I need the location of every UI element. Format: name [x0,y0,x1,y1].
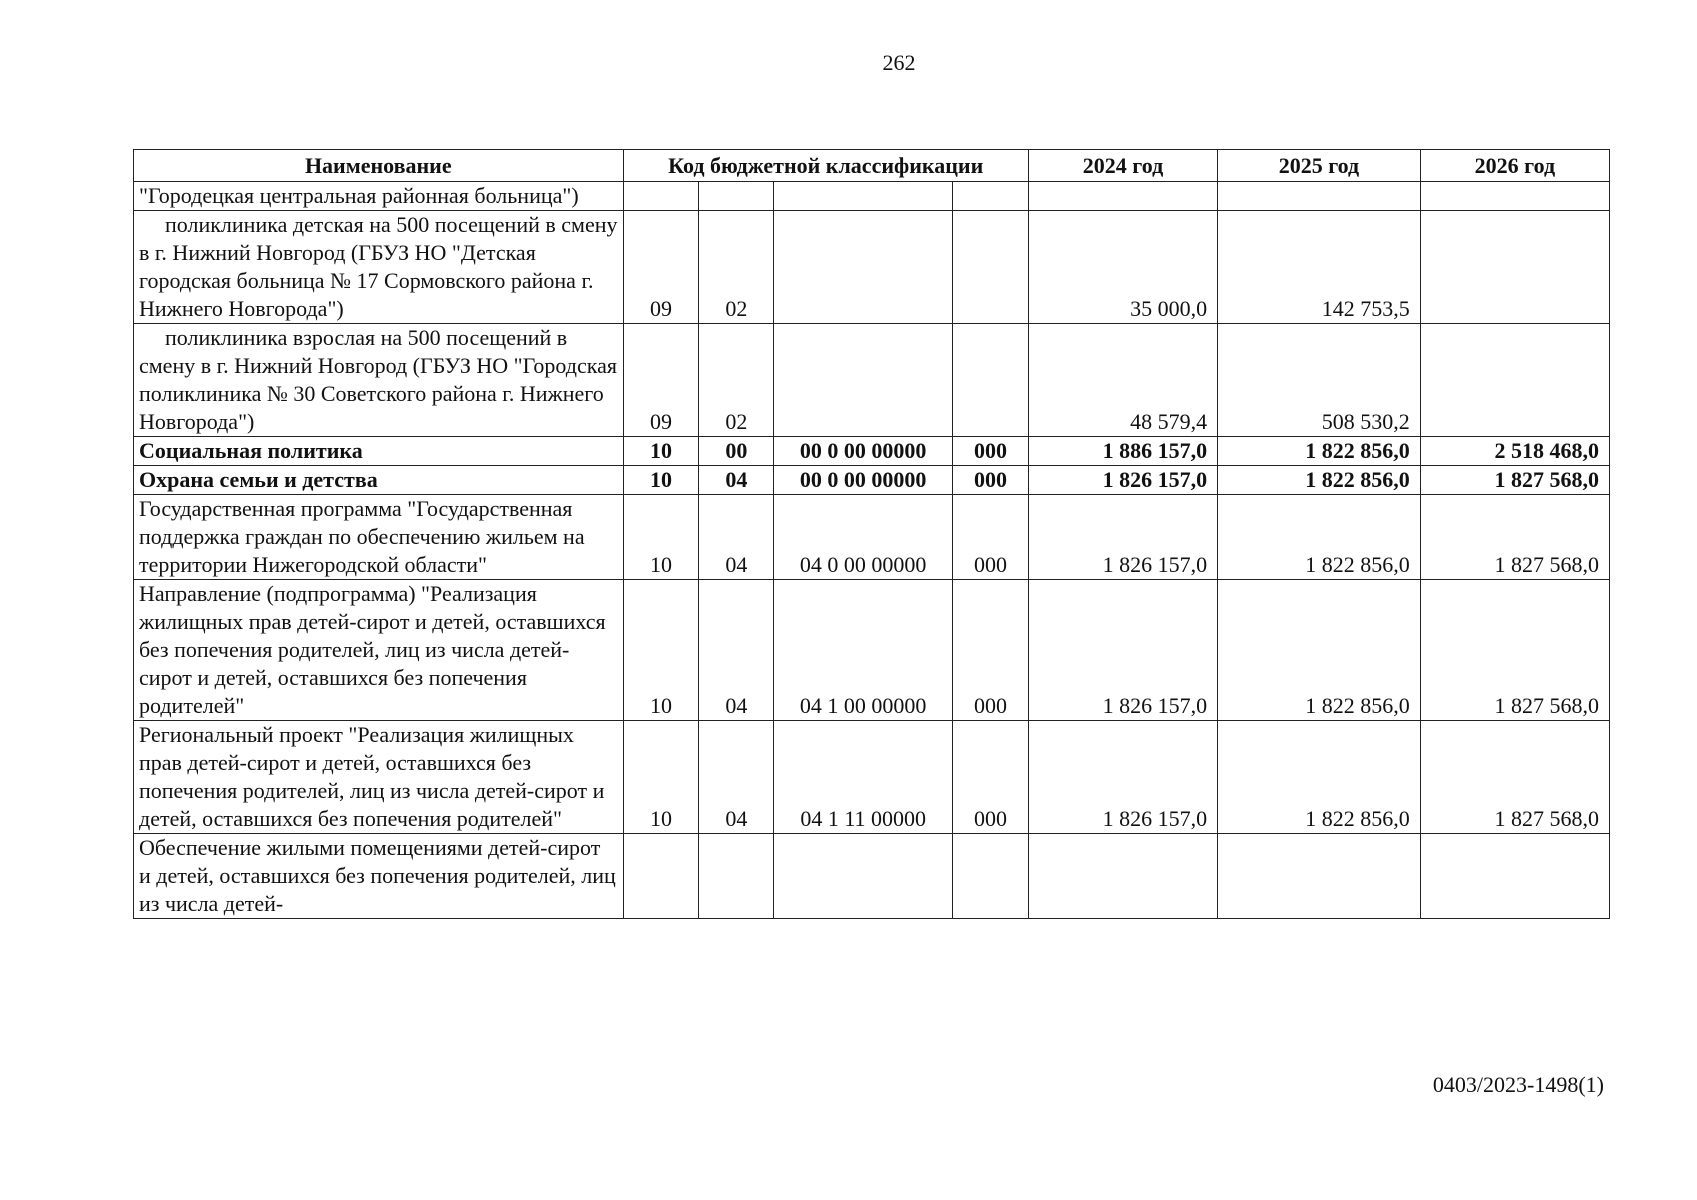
code-section [623,834,699,919]
code-subsection: 02 [699,211,774,324]
code-section: 10 [623,437,699,466]
code-subsection: 04 [699,495,774,580]
table-row [134,211,1610,324]
document-code: 0403/2023-1498(1) [1432,1072,1604,1097]
value-2026: 1 827 568,0 [1420,495,1609,580]
code-expense-type [953,324,1029,437]
code-subsection: 04 [699,466,774,495]
code-expense-type [953,211,1029,324]
code-expense-type: 000 [953,580,1029,721]
value-2024: 1 826 157,0 [1028,495,1217,580]
value-2024: 48 579,4 [1028,324,1217,437]
header-2024: 2024 год [1028,150,1217,182]
row-name: "Городецкая центральная районная больница") [134,182,624,211]
table-row [134,466,1610,495]
value-2026 [1420,182,1609,211]
code-target [774,211,953,324]
value-2024: 35 000,0 [1028,211,1217,324]
code-subsection: 00 [699,437,774,466]
table-row [134,721,1610,834]
row-name: Обеспечение жилыми помещениями детей-сирот и детей, оставшихся без попечения родителей, лиц из числа детей- [134,834,624,919]
value-2026: 1 827 568,0 [1420,721,1609,834]
code-target [774,834,953,919]
code-section: 10 [623,466,699,495]
value-2026 [1420,834,1609,919]
code-target: 04 1 11 00000 [774,721,953,834]
header-2026: 2026 год [1420,150,1609,182]
value-2026 [1420,211,1609,324]
value-2025: 1 822 856,0 [1218,495,1421,580]
table-row [134,834,1610,919]
value-2024: 1 886 157,0 [1028,437,1217,466]
table-header [134,150,1610,182]
header-name: Наименование [134,150,624,182]
row-name: Направление (подпрограмма) "Реализация жилищных прав детей-сирот и детей, оставшихся без попечения родителей, лиц из числа детей-сирот и детей, оставшихся без попечения родителей" [134,580,624,721]
value-2025 [1218,834,1421,919]
code-target [774,182,953,211]
value-2026: 1 827 568,0 [1420,580,1609,721]
value-2025: 1 822 856,0 [1218,580,1421,721]
code-subsection [699,182,774,211]
value-2024: 1 826 157,0 [1028,721,1217,834]
table-row [134,324,1610,437]
value-2025 [1218,182,1421,211]
row-name: Государственная программа "Государственная поддержка граждан по обеспечению жильем на территории Нижегородской области" [134,495,624,580]
table-row [134,495,1610,580]
code-target: 04 1 00 00000 [774,580,953,721]
row-name: поликлиника детская на 500 посещений в смену в г. Нижний Новгород (ГБУЗ НО "Детская городская больница № 17 Сормовского района г. Нижнего Новгорода") [134,211,624,324]
header-code: Код бюджетной классификации [623,150,1028,182]
code-expense-type [953,182,1029,211]
code-section: 09 [623,211,699,324]
code-section: 10 [623,495,699,580]
row-name: поликлиника взрослая на 500 посещений в смену в г. Нижний Новгород (ГБУЗ НО "Городская поликлиника № 30 Советского района г. Нижнего Новгорода") [134,324,624,437]
table-row [134,580,1610,721]
value-2025: 508 530,2 [1218,324,1421,437]
value-2026 [1420,324,1609,437]
value-2025: 1 822 856,0 [1218,437,1421,466]
code-target [774,324,953,437]
code-section: 10 [623,721,699,834]
table-row [134,437,1610,466]
code-section [623,182,699,211]
value-2025: 1 822 856,0 [1218,466,1421,495]
budget-table [133,149,1610,919]
header-2025: 2025 год [1218,150,1421,182]
code-expense-type: 000 [953,495,1029,580]
code-subsection: 04 [699,721,774,834]
row-name: Региональный проект "Реализация жилищных прав детей-сирот и детей, оставшихся без попечения родителей, лиц из числа детей-сирот и детей, оставшихся без попечения родителей" [134,721,624,834]
row-name: Охрана семьи и детства [134,466,624,495]
value-2026: 1 827 568,0 [1420,466,1609,495]
code-subsection [699,834,774,919]
code-subsection: 04 [699,580,774,721]
value-2024 [1028,182,1217,211]
code-expense-type: 000 [953,466,1029,495]
code-target: 04 0 00 00000 [774,495,953,580]
table-row [134,182,1610,211]
code-expense-type: 000 [953,721,1029,834]
code-expense-type [953,834,1029,919]
code-target: 00 0 00 00000 [774,466,953,495]
value-2025: 1 822 856,0 [1218,721,1421,834]
value-2024 [1028,834,1217,919]
code-target: 00 0 00 00000 [774,437,953,466]
value-2026: 2 518 468,0 [1420,437,1609,466]
row-name: Социальная политика [134,437,624,466]
value-2025: 142 753,5 [1218,211,1421,324]
code-subsection: 02 [699,324,774,437]
value-2024: 1 826 157,0 [1028,580,1217,721]
code-section: 10 [623,580,699,721]
value-2024: 1 826 157,0 [1028,466,1217,495]
code-expense-type: 000 [953,437,1029,466]
code-section: 09 [623,324,699,437]
page-number: 262 [882,50,916,75]
